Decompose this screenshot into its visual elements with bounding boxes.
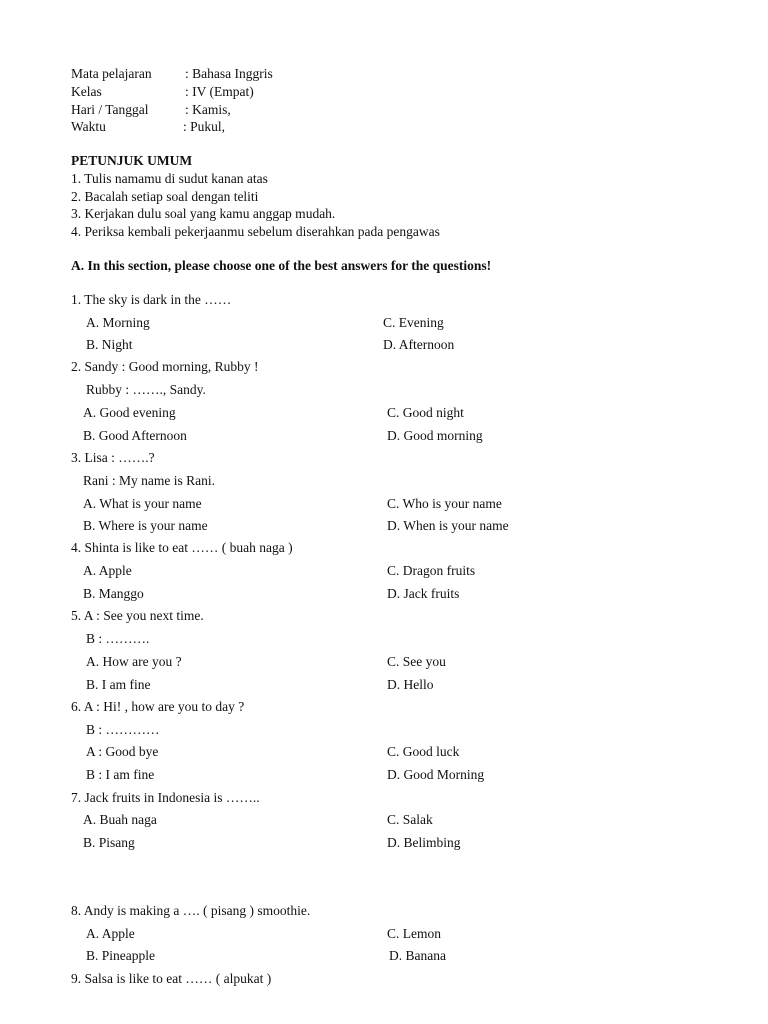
question-7-text: 7. Jack fruits in Indonesia is …….. [71,790,260,805]
instruction-item: 4. Periksa kembali pekerjaanmu sebelum diserahkan pada pengawas [71,224,440,239]
class-value: : IV (Empat) [185,84,254,99]
question-5-text: 5. A : See you next time. [71,608,204,623]
question-8-option-c: C. Lemon [387,926,441,941]
question-6-text: 6. A : Hi! , how are you to day ? [71,699,245,714]
question-2-option-c: C. Good night [387,405,464,420]
time-label: Waktu [71,119,106,134]
question-3-text: 3. Lisa : …….? [71,450,155,465]
question-3-text-line2: Rani : My name is Rani. [83,473,215,488]
question-5-option-b: B. I am fine [86,677,151,692]
question-4-text: 4. Shinta is like to eat …… ( buah naga ) [71,540,293,555]
instruction-item: 1. Tulis namamu di sudut kanan atas [71,171,268,186]
date-label: Hari / Tanggal [71,102,149,117]
question-2-option-a: A. Good evening [83,405,176,420]
subject-label: Mata pelajaran [71,66,152,81]
question-6-text-line2: B : ………… [86,722,160,737]
question-8-option-b: B. Pineapple [86,948,155,963]
question-7-option-a: A. Buah naga [83,812,157,827]
question-2-text: 2. Sandy : Good morning, Rubby ! [71,359,259,374]
question-6-option-d: D. Good Morning [387,767,485,782]
question-2-option-b: B. Good Afternoon [83,428,187,443]
question-4-option-a: A. Apple [83,563,132,578]
question-5-option-c: C. See you [387,654,446,669]
instruction-item: 3. Kerjakan dulu soal yang kamu anggap mudah. [71,206,336,221]
question-5-option-d: D. Hello [387,677,434,692]
section-a-title: A. In this section, please choose one of the best answers for the questions! [71,258,492,273]
question-5-text-line2: B : ………. [86,631,150,646]
question-1-text: 1. The sky is dark in the …… [71,292,232,307]
question-3-option-b: B. Where is your name [83,518,208,533]
question-1-option-a: A. Morning [86,315,150,330]
question-2-text-line2: Rubby : ……., Sandy. [86,382,206,397]
question-8-option-a: A. Apple [86,926,135,941]
question-1-option-b: B. Night [86,337,133,352]
question-9-text: 9. Salsa is like to eat …… ( alpukat ) [71,971,272,986]
question-8-option-d: D. Banana [389,948,446,963]
date-value: : Kamis, [185,102,231,117]
question-6-option-c: C. Good luck [387,744,460,759]
class-label: Kelas [71,84,102,99]
subject-value: : Bahasa Inggris [185,66,273,81]
question-3-option-d: D. When is your name [387,518,509,533]
question-6-option-b: B : I am fine [86,767,155,782]
question-5-option-a: A. How are you ? [86,654,182,669]
question-1-option-c: C. Evening [383,315,444,330]
question-1-option-d: D. Afternoon [383,337,455,352]
question-4-option-c: C. Dragon fruits [387,563,476,578]
question-3-option-a: A. What is your name [83,496,202,511]
question-7-option-b: B. Pisang [83,835,135,850]
question-7-option-d: D. Belimbing [387,835,461,850]
question-6-option-a: A : Good bye [86,744,159,759]
question-4-option-b: B. Manggo [83,586,144,601]
question-7-option-c: C. Salak [387,812,433,827]
question-4-option-d: D. Jack fruits [387,586,460,601]
time-value: : Pukul, [183,119,226,134]
instructions-title: PETUNJUK UMUM [71,153,193,168]
instruction-item: 2. Bacalah setiap soal dengan teliti [71,189,259,204]
question-2-option-d: D. Good morning [387,428,483,443]
question-8-text: 8. Andy is making a …. ( pisang ) smoothie. [71,903,311,918]
question-3-option-c: C. Who is your name [387,496,502,511]
